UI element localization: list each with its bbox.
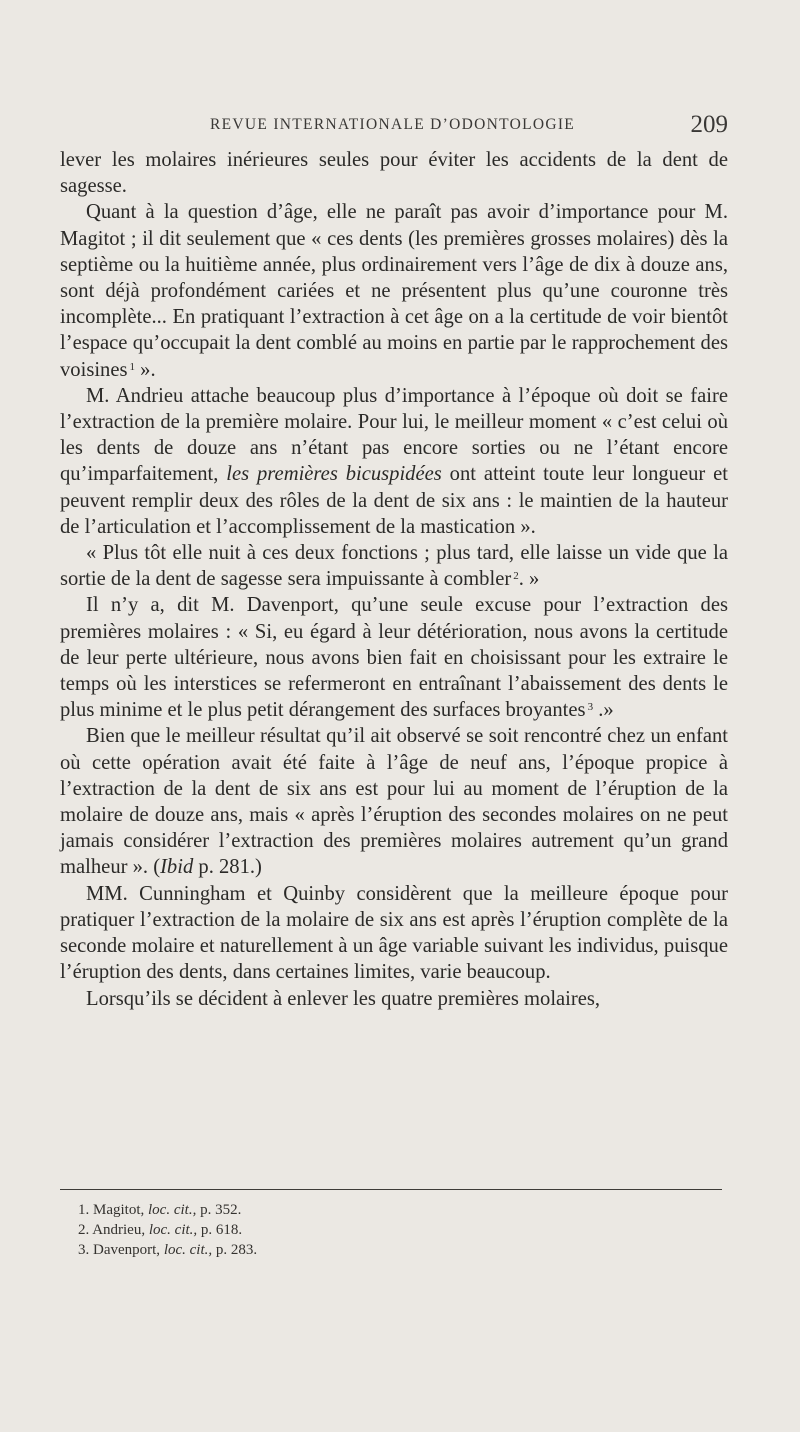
body-text	[60, 147, 728, 1012]
paragraph-6: Bien que le meilleur résultat qu’il ait observé se soit rencontré chez un enfant où cette opération avait été faite à l’âge de neuf ans, l’époque propice à l’extraction de la dent de six ans est pour lui au moment de l’éruption de la molaire de douze ans, mais « après l’éruption des secondes molaires on ne peut jamais considérer l’extraction des premières molaires autrement qu’un grand malheur ». (Ibid p. 281.)	[60, 725, 728, 879]
footnotes	[78, 1200, 728, 1260]
paragraph-1: lever les molaires inérieures seules pour éviter les accidents de la dent de sagesse.	[60, 149, 728, 198]
paragraph-7: MM. Cunningham et Quinby considèrent que la meilleure époque pour pratiquer l’extraction de la molaire de six ans est après l’éruption complète de la seconde molaire et naturellement à un âge variable suivant les individus, puisque l’éruption des dents, dans certaines limites, varie beaucoup.	[60, 882, 728, 984]
page-number: 209	[690, 111, 728, 138]
footnote-ref-1: 1	[129, 360, 136, 373]
paragraph-8: Lorsqu’ils se décident à enlever les quatre premières molaires,	[86, 987, 601, 1010]
footnote-1: 1. Magitot, loc. cit., p. 352.	[78, 1202, 242, 1218]
paragraph-3: M. Andrieu attache beaucoup plus d’importance à l’époque où doit se faire l’extraction de la première molaire. Pour lui, le meilleur moment « c’est celui où les dents de douze ans n’étant pas encore sorties ou ne l’étant encore qu’imparfaitement, les premières bicuspidées ont atteint toute leur longueur et peuvent remplir deux des rôles de la dent de six ans : le maintien de la hauteur de l’articulation et l’accomplissement de la mastication ».	[60, 384, 728, 538]
footnote-ref-2: 2	[513, 570, 519, 583]
running-title: REVUE INTERNATIONALE D’ODONTOLOGIE	[210, 116, 576, 133]
footnote-ref-3: 3	[587, 701, 594, 714]
italic-ibid: Ibid	[160, 856, 194, 879]
paragraph-4: « Plus tôt elle nuit à ces deux fonctions ; plus tard, elle laisse un vide que la sortie de la dent de sagesse sera impuissante à combler $^2$. »	[60, 542, 728, 591]
running-head	[60, 111, 728, 141]
paragraph-2: Quant à la question d’âge, elle ne paraît pas avoir d’importance pour M. Magitot ; il dit seulement que « ces dents (les premières grosses molaires) dès la septième ou la huitième année, plus ordinairement vers l’âge de dix à douze ans, sont déjà profondément cariées et ne présentent plus qu’une couronne très incomplète... En pratiquant l’extraction à cet âge on a la certitude de voir bientôt l’espace qu’occupait la dent comblé au moins en partie par le rapprochement des voisines $^1$ ».	[60, 201, 728, 381]
paragraph-5: Il n’y a, dit M. Davenport, qu’une seule excuse pour l’extraction des premières molaires : « Si, eu égard à leur détérioration, nous avons la certitude de leur perte ultérieure, nous avons bien fait en choisissant pour les extraire le temps où les interstices se refermeront en entraînant l’abaissement des dents le plus minime et le plus petit dérangement des surfaces broyantes $^3$ .»	[60, 594, 728, 722]
footnote-divider	[60, 1189, 722, 1190]
italic-term: les premières bicuspidées	[226, 463, 442, 486]
footnote-2: 2. Andrieu, loc. cit., p. 618.	[78, 1222, 243, 1238]
footnote-3: 3. Davenport, loc. cit., p. 283.	[78, 1242, 258, 1258]
